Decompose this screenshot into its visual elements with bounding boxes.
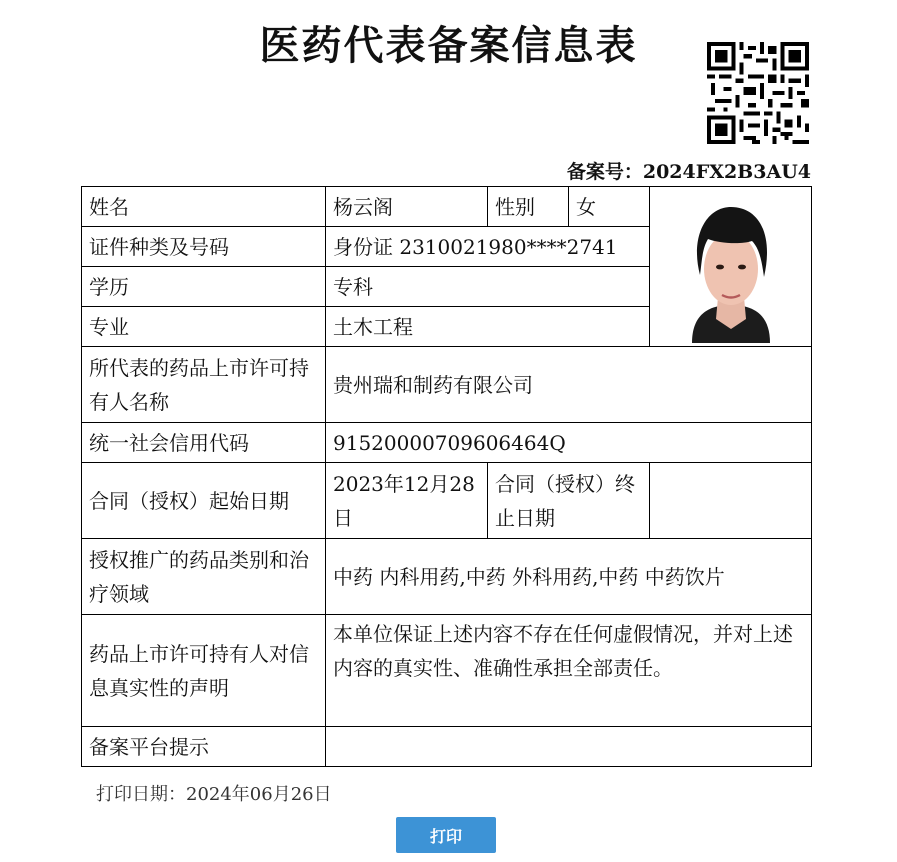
holder-value: 贵州瑞和制药有限公司 <box>326 347 812 423</box>
education-value: 专科 <box>326 267 650 307</box>
credit-label: 统一社会信用代码 <box>82 423 326 463</box>
platform-label: 备案平台提示 <box>82 727 326 767</box>
print-date: 打印日期：2024年06月26日 <box>96 784 332 805</box>
gender-value: 女 <box>569 187 650 227</box>
start-date-label: 合同（授权）起始日期 <box>82 463 326 539</box>
page-title: 医药代表备案信息表 <box>259 23 638 69</box>
person-photo <box>678 197 784 343</box>
print-button[interactable]: 打印 <box>396 817 496 853</box>
platform-value <box>326 727 812 767</box>
holder-label: 所代表的药品上市许可持有人名称 <box>82 347 326 423</box>
table-row <box>82 187 812 227</box>
table-row <box>82 727 812 767</box>
major-value: 土木工程 <box>326 307 650 347</box>
info-table <box>81 186 812 767</box>
name-label: 姓名 <box>82 187 326 227</box>
start-date-value: 2023年12月28日 <box>326 463 488 539</box>
table-row <box>82 615 812 727</box>
filing-number-label: 备案号： <box>566 161 643 183</box>
id-label: 证件种类及号码 <box>82 227 326 267</box>
declaration-value: 本单位保证上述内容不存在任何虚假情况，并对上述内容的真实性、准确性承担全部责任。 <box>326 615 812 727</box>
table-row <box>82 463 812 539</box>
end-date-label: 合同（授权）终止日期 <box>488 463 650 539</box>
declaration-label: 药品上市许可持有人对信息真实性的声明 <box>82 615 326 727</box>
photo-cell <box>650 187 812 347</box>
id-value: 身份证 2310021980****2741 <box>326 227 650 267</box>
credit-value: 91520000709606464Q <box>326 423 812 463</box>
scope-value: 中药 内科用药,中药 外科用药,中药 中药饮片 <box>326 539 812 615</box>
major-label: 专业 <box>82 307 326 347</box>
end-date-value <box>650 463 812 539</box>
qr-code-icon <box>707 42 809 144</box>
table-row <box>82 347 812 423</box>
filing-number-value: 2024FX2B3AU4 <box>642 161 811 183</box>
gender-label: 性别 <box>488 187 569 227</box>
table-row <box>82 423 812 463</box>
table-row <box>82 539 812 615</box>
scope-label: 授权推广的药品类别和治疗领域 <box>82 539 326 615</box>
filing-number <box>567 157 811 184</box>
name-value: 杨云阁 <box>326 187 488 227</box>
education-label: 学历 <box>82 267 326 307</box>
